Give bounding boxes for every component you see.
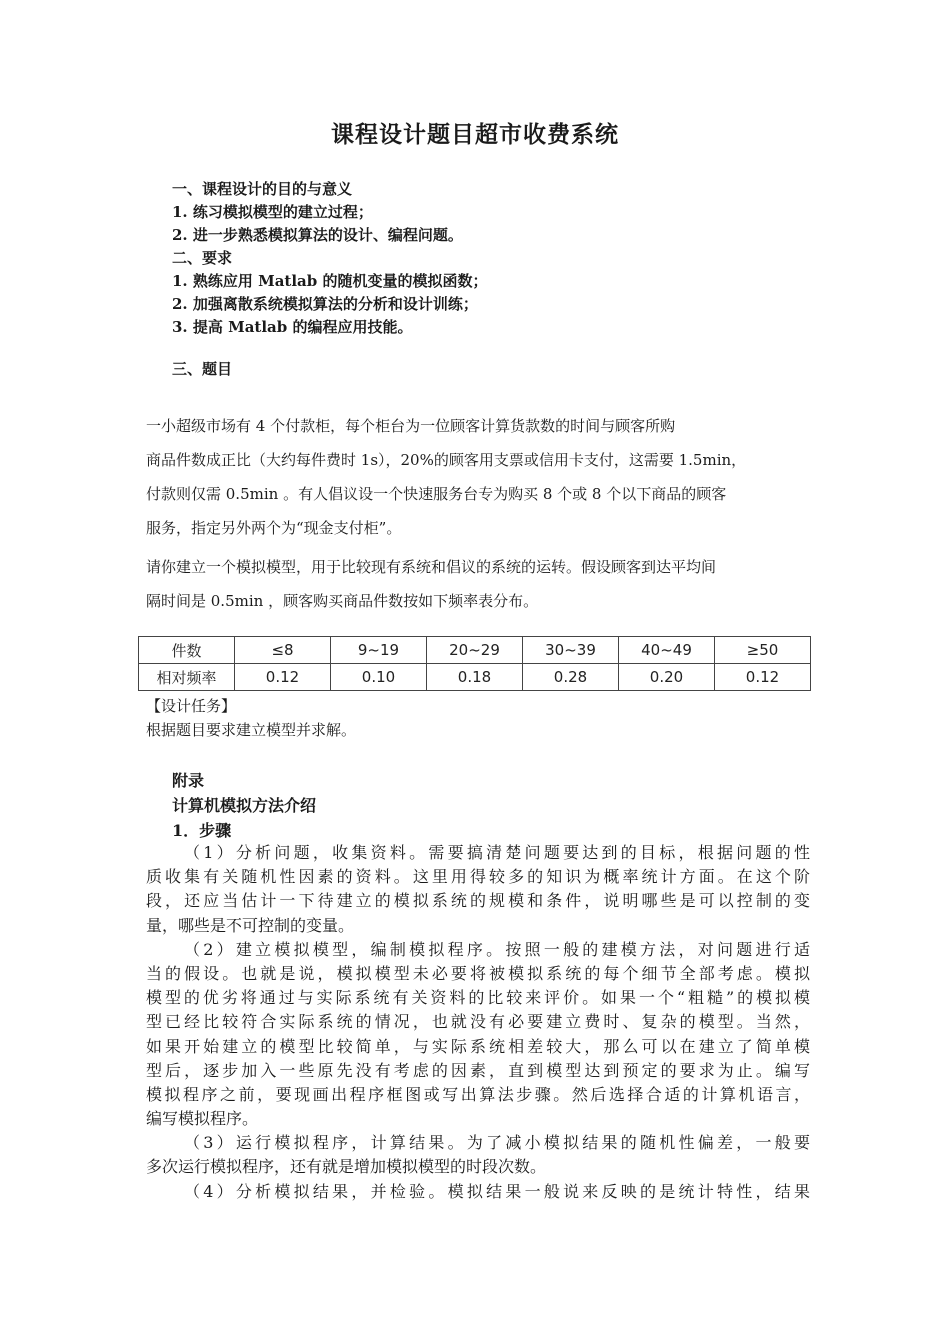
paragraph-line: 如果开始建立的模型比较简单，与实际系统相差较大，那么可以在建立了简单模: [146, 1036, 810, 1056]
paragraph-line: 一小超级市场有 4 个付款柜，每个柜台为一位顾客计算货款数的时间与顾客所购: [146, 417, 676, 435]
design-task: [146, 694, 356, 742]
list-item: 1. 熟练应用 Matlab 的随机变量的模拟函数；: [172, 272, 488, 290]
table-cell: ≤8: [235, 637, 331, 664]
paragraph-line: 多次运行模拟程序，还有就是增加模拟模型的时段次数。: [146, 1157, 547, 1177]
paragraph-line: 付款则仅需 0.5min 。有人倡议设一个快速服务台专为购买 8 个或 8 个以下商品的顾客: [146, 485, 727, 503]
table-cell: 相对频率: [139, 664, 235, 691]
table-cell: 40~49: [619, 637, 715, 664]
table-cell: 0.28: [523, 664, 619, 691]
paragraph-line: 当的假设。也就是说，模拟模型未必要将被模拟系统的每个细节全部考虑。模拟: [146, 963, 810, 983]
section-heading: 一、课程设计的目的与意义: [172, 180, 353, 198]
step-title: 1．步骤: [172, 821, 232, 840]
table-cell: 20~29: [427, 637, 523, 664]
appendix-steps: [146, 841, 810, 1204]
task-text: 根据题目要求建立模型并求解。: [146, 721, 357, 739]
paragraph-line: 编写模拟程序。: [146, 1109, 259, 1129]
paragraph-line: （2）建立模拟模型，编制模拟程序。按照一般的建模方法，对问题进行适: [184, 939, 810, 959]
paragraph-line: 型后，逐步加入一些原先没有考虑的因素，直到模型达到预定的要求为止。编写: [146, 1060, 810, 1080]
table-header-row: [139, 637, 811, 664]
paragraph-line: 段，还应当估计一下待建立的模拟系统的规模和条件，说明哪些是可以控制的变: [146, 891, 810, 911]
table-cell: 0.10: [331, 664, 427, 691]
paragraph-line: 量，哪些是不可控制的变量。: [146, 915, 355, 935]
paragraph-line: 模型的优劣将通过与实际系统有关资料的比较来评价。如果一个“粗糙”的模拟模: [146, 988, 810, 1008]
appendix-label: 附录: [172, 771, 205, 790]
paragraph-line: 服务，指定另外两个为“现金支付柜”。: [146, 519, 402, 537]
paragraph-line: （1）分析问题，收集资料。需要搞清楚问题要达到的目标，根据问题的性: [184, 843, 810, 862]
problem-paragraph: [146, 409, 810, 545]
document-title: 课程设计题目超市收费系统: [331, 121, 619, 148]
paragraph-line: （4）分析模拟结果，并检验。模拟结果一般说来反映的是统计特性，结果: [184, 1181, 810, 1201]
section-heading: 三、题目: [172, 360, 233, 378]
list-item: 1. 练习模拟模型的建立过程；: [172, 203, 373, 221]
section-purpose: [172, 178, 488, 339]
table-cell: 0.12: [715, 664, 811, 691]
paragraph-line: 模拟程序之前，要现画出程序框图或写出算法步骤。然后选择合适的计算机语言，: [146, 1084, 810, 1104]
paragraph-line: 商品件数成正比（大约每件费时 1s），20%的顾客用支票或信用卡支付，这需要 1.5min，: [146, 451, 747, 469]
frequency-table: [138, 636, 811, 691]
section-heading: 二、要求: [172, 249, 233, 267]
appendix-heading: 计算机模拟方法介绍: [172, 796, 317, 815]
paragraph-line: （3）运行模拟程序，计算结果。为了减小模拟结果的随机性偏差，一般要: [184, 1133, 810, 1153]
paragraph-line: 质收集有关随机性因素的资料。这里用得较多的知识为概率统计方面。在这个阶: [146, 867, 810, 887]
table-cell: 9~19: [331, 637, 427, 664]
section-topic: [172, 358, 232, 381]
table-cell: 30~39: [523, 637, 619, 664]
problem-paragraph-2: [146, 550, 810, 618]
paragraph-line: 型已经比较符合实际系统的情况，也就没有必要建立费时、复杂的模型。当然，: [146, 1012, 810, 1032]
appendix-header: [172, 768, 316, 843]
table-cell: 0.12: [235, 664, 331, 691]
list-item: 3. 提高 Matlab 的编程应用技能。: [172, 318, 413, 336]
task-heading: 【设计任务】: [146, 697, 237, 715]
table-cell: 0.20: [619, 664, 715, 691]
table-cell: 0.18: [427, 664, 523, 691]
list-item: 2. 加强离散系统模拟算法的分析和设计训练；: [172, 295, 478, 313]
table-cell: ≥50: [715, 637, 811, 664]
paragraph-line: 隔时间是 0.5min ，顾客购买商品件数按如下频率表分布。: [146, 592, 539, 610]
table-row: [139, 664, 811, 691]
paragraph-line: 请你建立一个模拟模型，用于比较现有系统和倡议的系统的运转。假设顾客到达平均间: [146, 558, 717, 576]
table-cell: 件数: [139, 637, 235, 664]
list-item: 2. 进一步熟悉模拟算法的设计、编程问题。: [172, 226, 463, 244]
